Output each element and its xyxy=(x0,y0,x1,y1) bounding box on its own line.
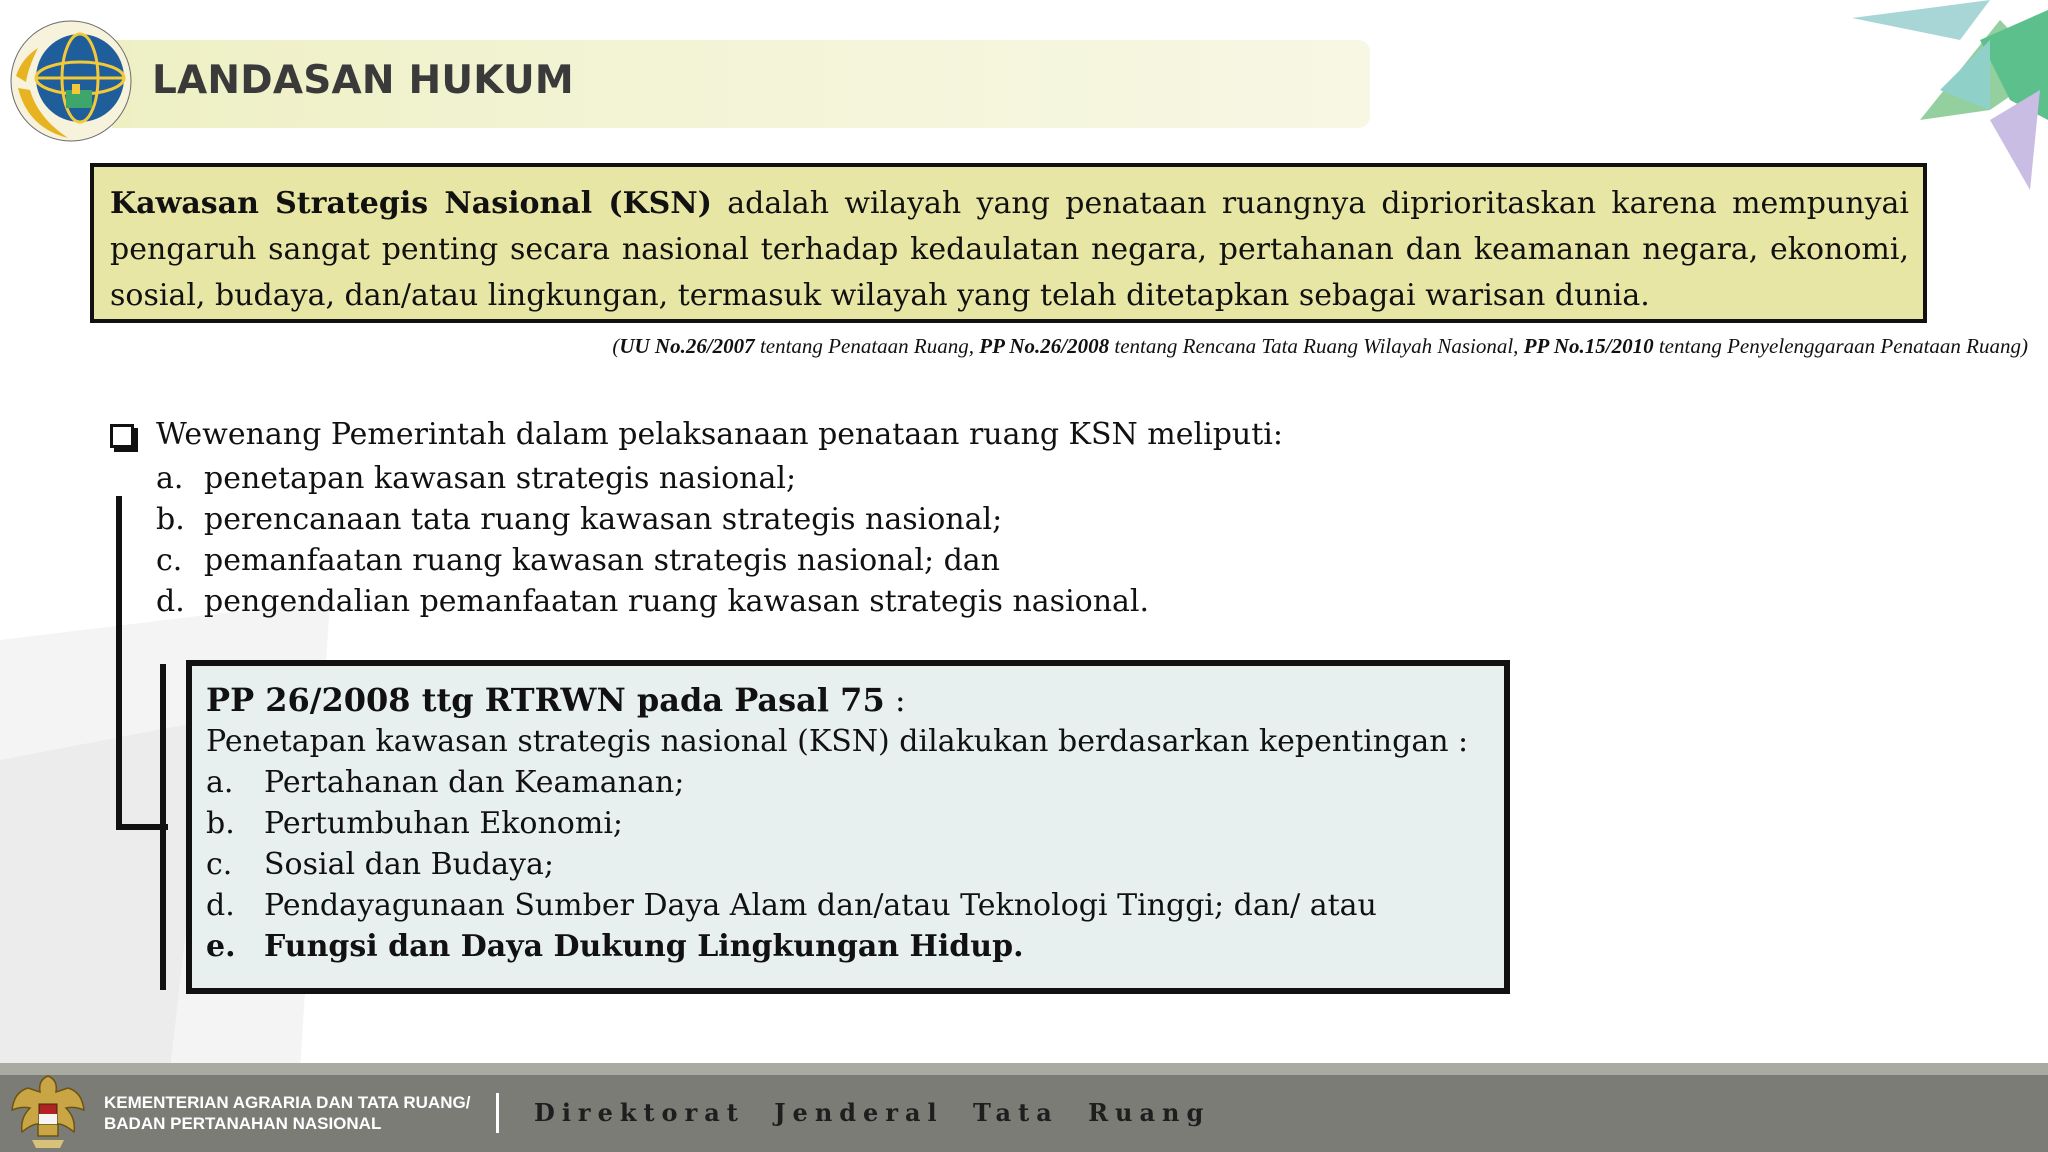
list-text: pemanfaatan ruang kawasan strategis nasional; dan xyxy=(204,543,1000,578)
list-text: Sosial dan Budaya; xyxy=(264,847,554,882)
definition-term: Kawasan Strategis Nasional (KSN) xyxy=(110,186,712,221)
list-item xyxy=(206,803,1490,844)
list-letter: b. xyxy=(156,502,185,537)
list-text: Pendayagunaan Sumber Daya Alam dan/atau Teknologi Tinggi; dan/ atau xyxy=(264,888,1377,923)
citation-ref-pp26: PP No.26/2008 xyxy=(979,334,1110,358)
list-text: Pertahanan dan Keamanan; xyxy=(264,765,685,800)
regulation-box xyxy=(186,660,1510,994)
list-item xyxy=(156,499,1149,540)
connector-line-vertical xyxy=(116,496,122,830)
list-item xyxy=(156,581,1149,622)
list-text: Pertumbuhan Ekonomi; xyxy=(264,806,624,841)
ministry-name-line1: KEMENTERIAN AGRARIA DAN TATA RUANG/ xyxy=(104,1093,471,1112)
list-letter: c. xyxy=(156,543,183,578)
citation-open-paren: ( xyxy=(612,334,620,358)
list-item xyxy=(206,885,1490,926)
checkbox-bullet-icon xyxy=(110,424,134,448)
list-text: perencanaan tata ruang kawasan strategis nasional; xyxy=(204,502,1003,537)
ministry-name-line2: BADAN PERTANAHAN NASIONAL xyxy=(104,1114,382,1133)
list-letter: a. xyxy=(206,765,234,800)
list-text: pengendalian pemanfaatan ruang kawasan strategis nasional. xyxy=(204,584,1150,619)
list-item xyxy=(206,844,1490,885)
footer-divider xyxy=(496,1093,499,1133)
list-letter: b. xyxy=(206,806,235,841)
footer-strip xyxy=(0,1063,2048,1075)
regulation-title-text: PP 26/2008 ttg RTRWN pada Pasal 75 xyxy=(206,681,885,719)
garuda-emblem-icon xyxy=(8,1066,88,1152)
regulation-intro: Penetapan kawasan strategis nasional (KSN) dilakukan berdasarkan kepentingan : xyxy=(206,724,1469,759)
list-letter: d. xyxy=(156,584,185,619)
list-item xyxy=(206,762,1490,803)
citation-desc-uu: tentang Penataan Ruang, xyxy=(754,334,980,358)
list-letter: d. xyxy=(206,888,235,923)
definition-text: adalah wilayah yang penataan ruangnya diprioritaskan karena mempunyai pengaruh sangat penting secara nasional terhadap kedaulatan negara, pertahanan dan keamanan negara, ekonomi, sosial, budaya, dan/atau lingkungan, termasuk wilayah yang telah ditetapkan sebagai warisan dunia. xyxy=(110,186,1909,313)
ministry-logo-icon xyxy=(8,18,134,144)
regulation-list xyxy=(206,762,1490,967)
regulation-title xyxy=(206,680,1490,721)
list-letter: c. xyxy=(206,847,233,882)
ministry-name xyxy=(104,1092,470,1134)
list-letter: e. xyxy=(206,929,236,964)
citation-close-paren: ) xyxy=(2021,334,2028,358)
authority-list xyxy=(156,458,1149,622)
ksn-definition-box xyxy=(90,163,1927,323)
regulation-title-colon: : xyxy=(884,681,906,719)
citation-desc-pp26: tentang Rencana Tata Ruang Wilayah Nasional, xyxy=(1109,334,1524,358)
list-letter: a. xyxy=(156,461,184,496)
connector-line-bracket xyxy=(160,664,166,990)
list-text: Fungsi dan Daya Dukung Lingkungan Hidup. xyxy=(264,929,1024,964)
legal-citation xyxy=(612,334,2028,359)
authority-intro: Wewenang Pemerintah dalam pelaksanaan penataan ruang KSN meliputi: xyxy=(156,417,1283,452)
directorate-name: Direktorat Jenderal Tata Ruang xyxy=(534,1098,1211,1127)
list-item xyxy=(156,458,1149,499)
list-item xyxy=(156,540,1149,581)
citation-ref-pp15: PP No.15/2010 xyxy=(1523,334,1654,358)
citation-desc-pp15: tentang Penyelenggaraan Penataan Ruang xyxy=(1653,334,2021,358)
list-text: penetapan kawasan strategis nasional; xyxy=(204,461,797,496)
page-title: LANDASAN HUKUM xyxy=(152,58,574,103)
citation-ref-uu: UU No.26/2007 xyxy=(619,334,755,358)
list-item xyxy=(206,926,1490,967)
